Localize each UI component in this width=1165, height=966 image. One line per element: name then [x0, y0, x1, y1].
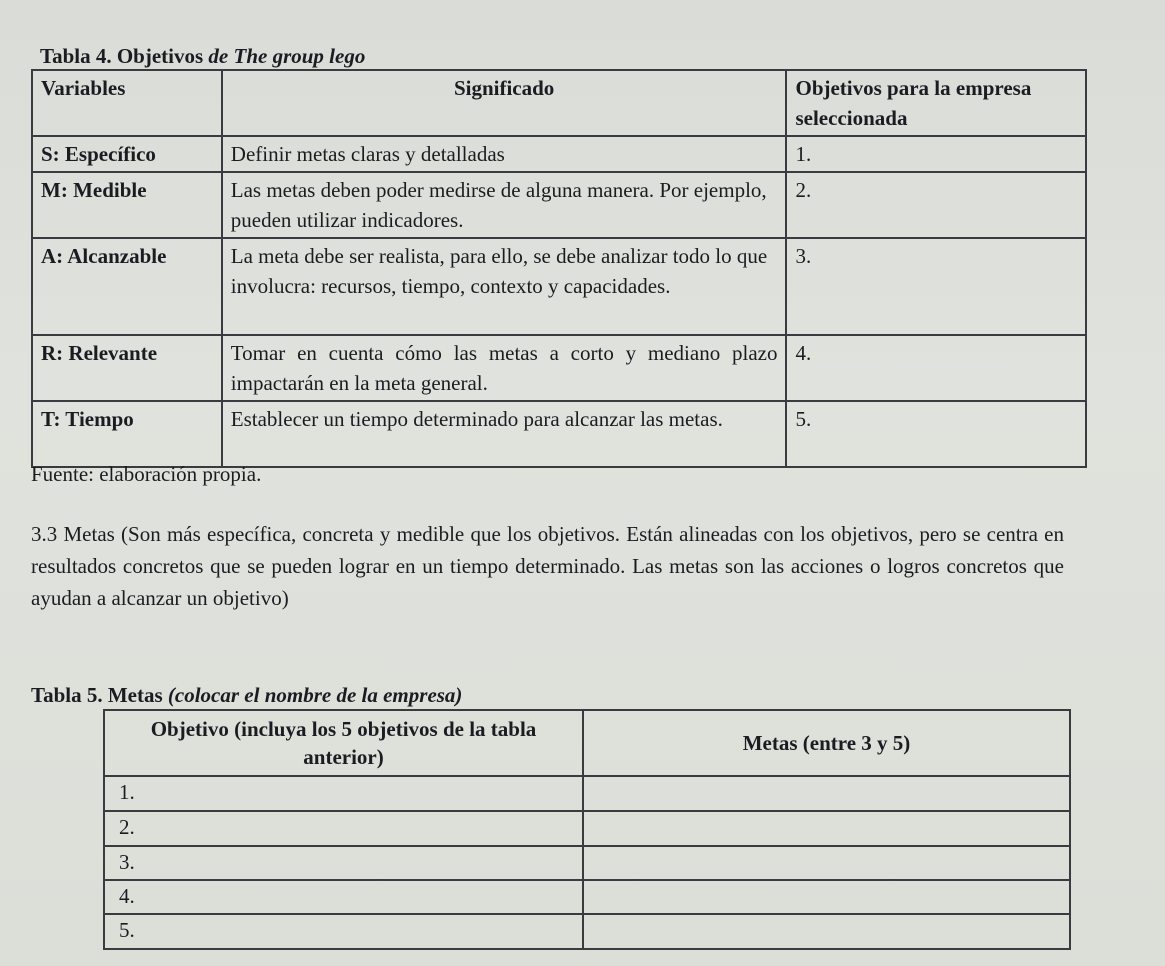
table-row	[32, 238, 1086, 335]
significado-cell: Establecer un tiempo determinado para alcanzar las metas.	[222, 401, 787, 467]
variable-cell: A: Alcanzable	[32, 238, 222, 335]
objetivo-cell[interactable]: 3.	[786, 238, 1086, 335]
table-row	[32, 136, 1086, 172]
metas-cell[interactable]	[583, 776, 1070, 811]
objetivo-cell[interactable]: 4.	[104, 880, 583, 914]
section-3-3-paragraph: 3.3 Metas (Son más específica, concreta y medible que los objetivos. Están alineadas con los objetivos, pero se centra en resultados concretos que se pueden lograr en un tiempo determinado. Las metas son las acciones o logros concretos que ayudan a alcanzar un objetivo)	[31, 522, 1064, 610]
variable-cell: R: Relevante	[32, 335, 222, 401]
header-objetivos: Objetivos para la empresa seleccionada	[786, 70, 1086, 136]
objetivo-cell[interactable]: 1.	[786, 136, 1086, 172]
table5-title-prefix: Tabla 5. Metas	[31, 683, 168, 707]
metas-cell[interactable]	[583, 914, 1070, 949]
table-row	[104, 914, 1070, 949]
significado-cell: Las metas deben poder medirse de alguna manera. Por ejemplo, pueden utilizar indicadores.	[222, 172, 787, 238]
table4-header-row	[32, 70, 1086, 136]
header-significado: Significado	[222, 70, 787, 136]
significado-cell: Tomar en cuenta cómo las metas a corto y mediano plazo impactarán en la meta general.	[222, 335, 787, 401]
table-row	[104, 811, 1070, 846]
table4-source: Fuente: elaboración propia.	[31, 462, 262, 486]
table-row	[32, 401, 1086, 467]
variable-cell: S: Específico	[32, 136, 222, 172]
header-variables: Variables	[32, 70, 222, 136]
objetivo-cell[interactable]: 2.	[104, 811, 583, 846]
table4-title-prefix: Tabla 4. Objetivos	[40, 44, 209, 68]
table4-title-company: de The group lego	[208, 44, 366, 68]
table5-header-row	[104, 710, 1070, 776]
objetivo-cell[interactable]: 4.	[786, 335, 1086, 401]
table4	[31, 69, 1087, 468]
significado-cell: Definir metas claras y detalladas	[222, 136, 787, 172]
table-row	[32, 172, 1086, 238]
metas-cell[interactable]	[583, 846, 1070, 880]
table-row	[104, 776, 1070, 811]
objetivo-cell[interactable]: 5.	[104, 914, 583, 949]
significado-cell: La meta debe ser realista, para ello, se debe analizar todo lo que involucra: recursos, tiempo, contexto y capacidades.	[222, 238, 787, 335]
table-row	[32, 335, 1086, 401]
table-row	[104, 846, 1070, 880]
metas-cell[interactable]	[583, 880, 1070, 914]
table5-title	[31, 683, 462, 708]
table5-title-instruction: (colocar el nombre de la empresa)	[167, 683, 463, 707]
variable-cell: T: Tiempo	[32, 401, 222, 467]
table5	[103, 709, 1071, 950]
objetivo-cell[interactable]: 3.	[104, 846, 583, 880]
header-metas: Metas (entre 3 y 5)	[583, 710, 1070, 776]
table4-title	[40, 44, 365, 69]
objetivo-cell[interactable]: 2.	[786, 172, 1086, 238]
objetivo-cell[interactable]: 5.	[786, 401, 1086, 467]
table-row	[104, 880, 1070, 914]
header-objetivo: Objetivo (incluya los 5 objetivos de la tabla anterior)	[104, 710, 583, 776]
variable-cell: M: Medible	[32, 172, 222, 238]
metas-cell[interactable]	[583, 811, 1070, 846]
objetivo-cell[interactable]: 1.	[104, 776, 583, 811]
